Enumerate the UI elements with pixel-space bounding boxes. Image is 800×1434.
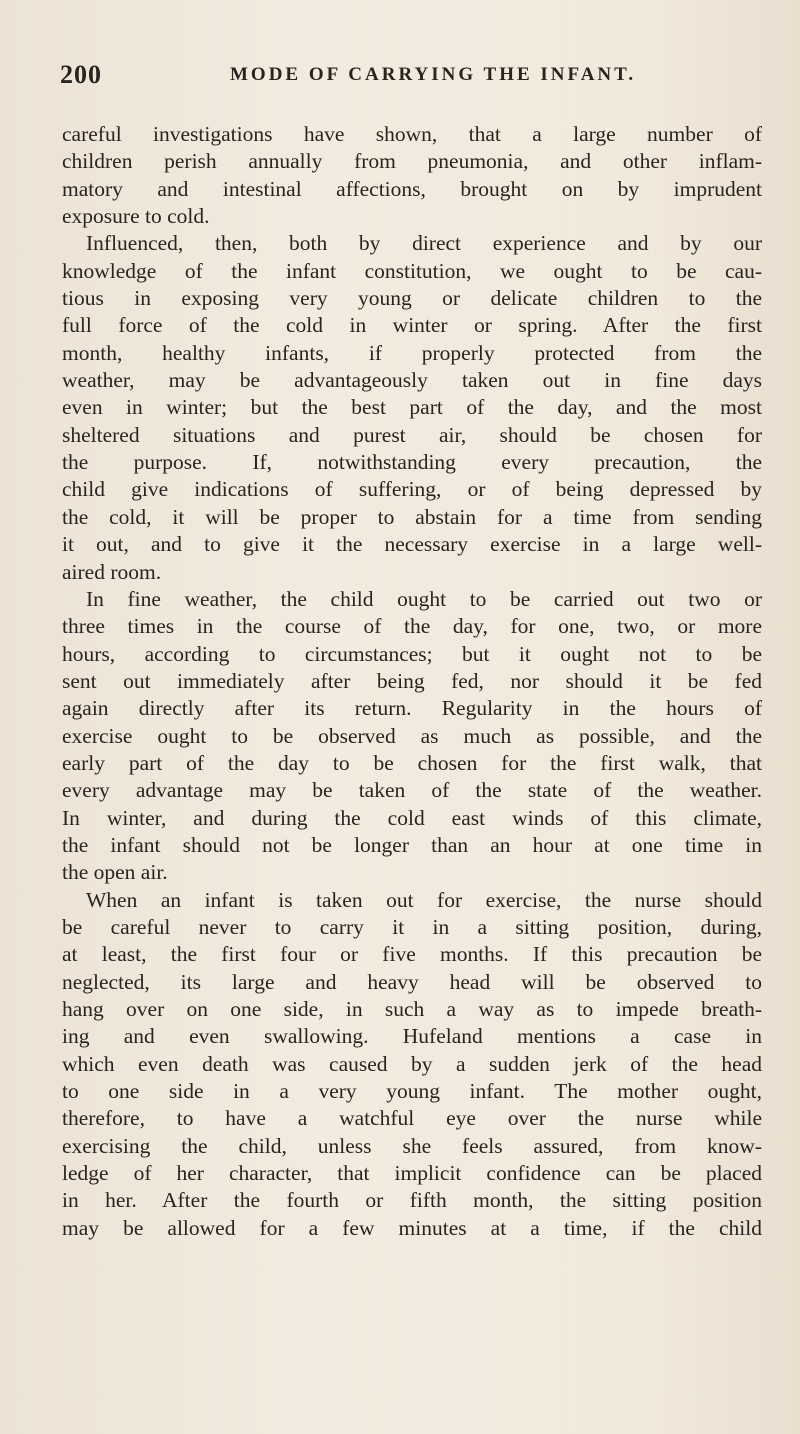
text-line: ledge of her character, that implicit confidence can be placed (62, 1161, 762, 1186)
text-line: the open air. (62, 860, 168, 885)
text-line: weather, may be advantageously taken out in fine days (62, 368, 762, 393)
text-line: may be allowed for a few minutes at a time, if the child (62, 1215, 762, 1240)
text-line: every advantage may be taken of the state of the weather. (62, 778, 762, 803)
text-line: In winter, and during the cold east winds of this climate, (62, 805, 762, 830)
text-line: ing and even swallowing. Hufeland mentions a case in (62, 1024, 762, 1049)
text-line: it out, and to give it the necessary exercise in a large well- (62, 532, 762, 557)
text-line: tious in exposing very young or delicate children to the (62, 286, 762, 311)
text-line: month, healthy infants, if properly protected from the (62, 340, 762, 365)
text-line: the cold, it will be proper to abstain for a time from sending (62, 504, 762, 529)
text-line: In fine weather, the child ought to be carried out two or (86, 586, 762, 611)
text-line: careful investigations have shown, that a large number of (62, 122, 762, 146)
text-line: When an infant is taken out for exercise, the nurse should (86, 887, 762, 912)
text-line: children perish annually from pneumonia, and other inflam- (62, 149, 762, 174)
text-line: three times in the course of the day, for one, two, or more (62, 614, 762, 639)
text-line: child give indications of suffering, or of being depressed by (62, 477, 762, 502)
text-line: therefore, to have a watchful eye over the nurse while (62, 1106, 762, 1131)
text-line: early part of the day to be chosen for the first walk, that (62, 750, 762, 775)
body-text (62, 121, 762, 1242)
text-line: hang over on one side, in such a way as to impede breath- (62, 997, 762, 1021)
page-number: 200 (60, 60, 102, 89)
text-line: even in winter; but the best part of the day, and the most (62, 395, 762, 420)
text-line: again directly after its return. Regularity in the hours of (62, 696, 762, 721)
text-line: be careful never to carry it in a sitting position, during, (62, 914, 762, 939)
text-line: neglected, its large and heavy head will be observed to (62, 969, 762, 994)
running-head: MODE OF CARRYING THE INFANT. (230, 64, 637, 85)
text-line: aired room. (62, 559, 162, 584)
text-line: knowledge of the infant constitution, we ought to be cau- (62, 258, 762, 283)
text-line: in her. After the fourth or fifth month, the sitting position (62, 1188, 762, 1213)
text-line: Influenced, then, both by direct experience and by our (86, 231, 762, 256)
text-line: to one side in a very young infant. The mother ought, (62, 1079, 762, 1104)
text-line: hours, according to circumstances; but it ought not to be (62, 641, 762, 666)
text-line: matory and intestinal affections, brought on by imprudent (62, 176, 762, 201)
text-line: at least, the first four or five months. If this precaution be (62, 942, 762, 967)
text-line: the purpose. If, notwithstanding every precaution, the (62, 450, 762, 475)
text-line: sent out immediately after being fed, nor should it be fed (62, 668, 762, 693)
text-line: exposure to cold. (62, 204, 210, 229)
text-line: sheltered situations and purest air, should be chosen for (62, 422, 762, 447)
text-line: full force of the cold in winter or spring. After the first (62, 313, 762, 338)
text-line: exercising the child, unless she feels assured, from know- (62, 1133, 762, 1158)
page-header (60, 60, 760, 100)
text-line: exercise ought to be observed as much as possible, and the (62, 723, 762, 748)
text-line: which even death was caused by a sudden jerk of the head (62, 1051, 762, 1076)
text-line: the infant should not be longer than an hour at one time in (62, 832, 762, 857)
